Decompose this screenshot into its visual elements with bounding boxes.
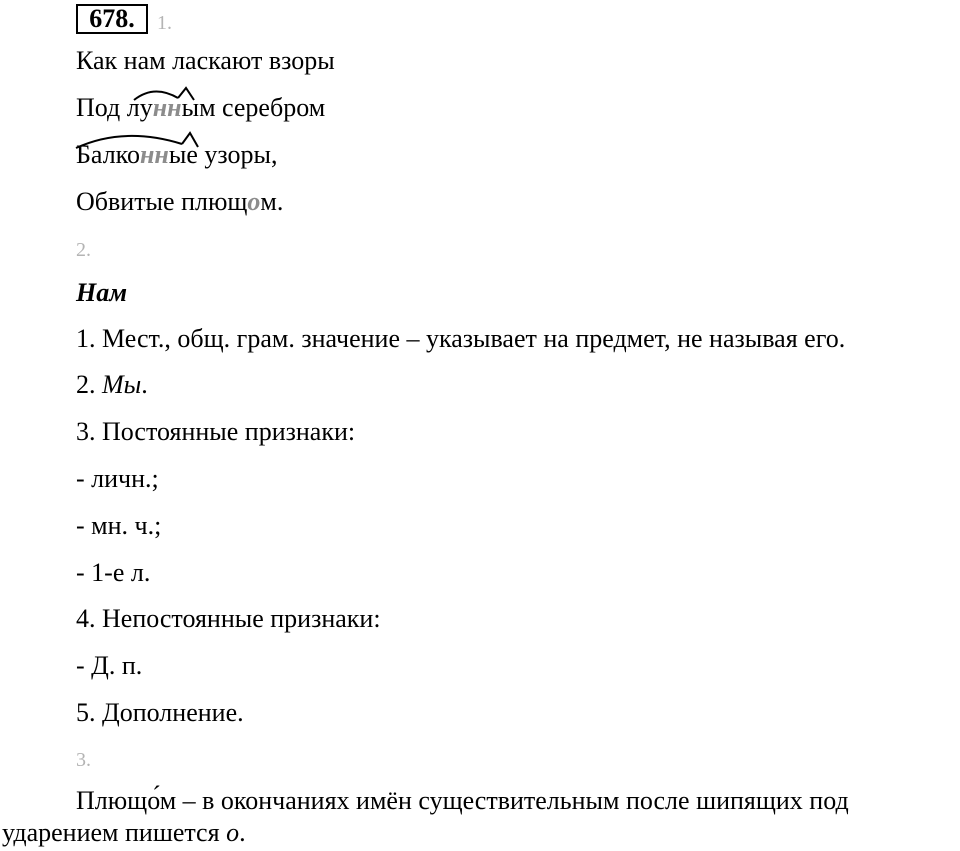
part3-line-1: Плющо́м – в окончаниях имён существительным после шипящих под <box>76 786 849 815</box>
task-number: 678. <box>89 4 135 33</box>
analysis-item-2-tail: . <box>141 370 148 399</box>
analysis-item-2 <box>76 370 148 400</box>
poem-line-2 <box>76 93 325 123</box>
part3-line-2-post: . <box>239 818 246 847</box>
analyzed-word: Нам <box>76 278 128 307</box>
part3-line-2-letter: о <box>226 818 240 847</box>
part2-label: 2. <box>76 239 91 261</box>
analysis-item-4: - личн.; <box>76 464 159 493</box>
analysis-item-9: 5. Дополнение. <box>76 698 244 727</box>
poem-line-3-mark: нн <box>139 140 169 169</box>
analysis-item-2-text: Мы <box>102 370 142 399</box>
part3-label: 3. <box>76 749 91 771</box>
poem-line-4-pre: Обвитые плющ <box>76 187 248 216</box>
poem-line-4 <box>76 187 283 217</box>
analysis-item-2-num: 2. <box>76 370 102 399</box>
poem-line-3-post: ые узоры, <box>168 140 278 169</box>
part1-label: 1. <box>157 12 172 34</box>
analysis-item-8: - Д. п. <box>76 651 143 680</box>
part3-line-2 <box>2 818 246 848</box>
poem-line-1: Как нам ласкают взоры <box>76 46 335 75</box>
poem-line-4-post: м. <box>260 187 284 216</box>
poem-line-2-post: ым серебром <box>181 93 326 122</box>
poem-line-2-mark: нн <box>152 93 182 122</box>
analysis-item-7: 4. Непостоянные признаки: <box>76 604 381 633</box>
analysis-item-1: 1. Мест., общ. грам. значение – указывает на предмет, не называя его. <box>76 324 846 353</box>
poem-line-2-pre: Под лу <box>76 93 153 122</box>
poem-line-4-mark: о <box>247 187 261 216</box>
analysis-item-3: 3. Постоянные признаки: <box>76 417 356 446</box>
task-number-box <box>76 4 148 34</box>
poem-line-3 <box>76 140 277 170</box>
part3-line-2-pre: ударением пишется <box>2 818 227 847</box>
analysis-item-5: - мн. ч.; <box>76 511 162 540</box>
analysis-item-6: - 1-е л. <box>76 558 151 587</box>
poem-line-3-pre: Балко <box>76 140 140 169</box>
